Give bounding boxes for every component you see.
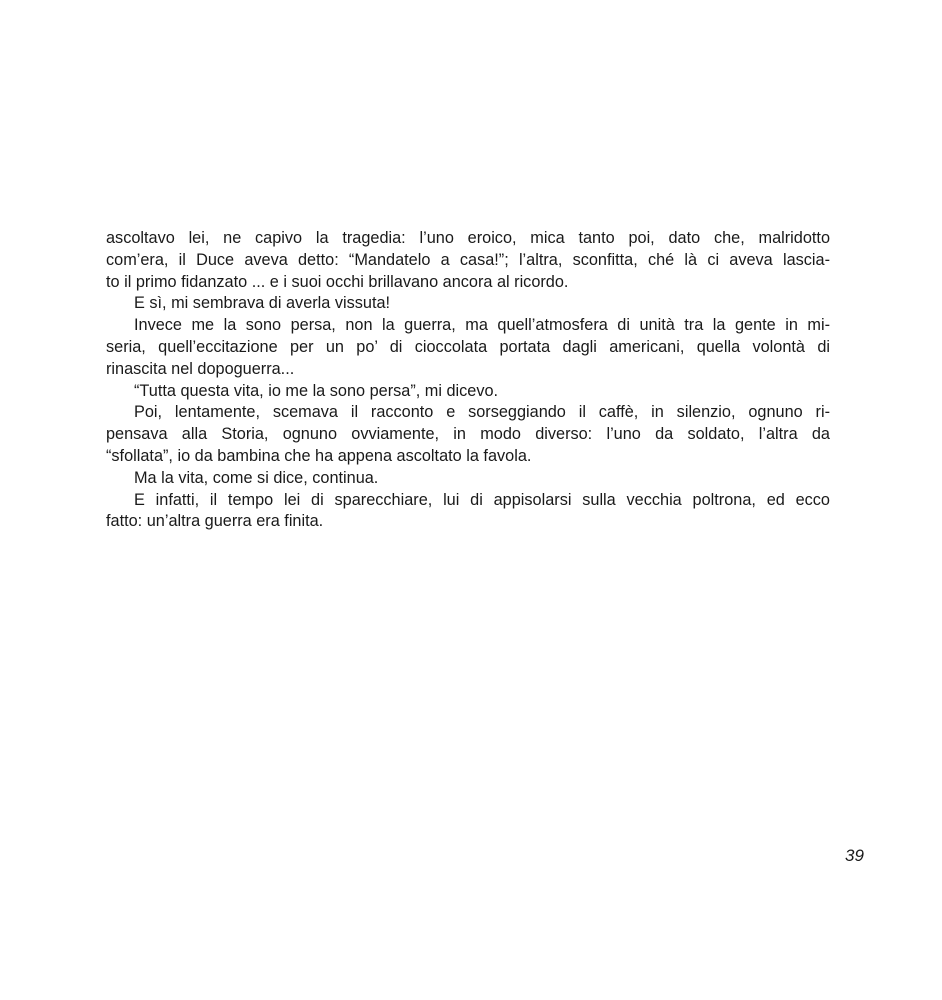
text-line: “Tutta questa vita, io me la sono persa”, mi dicevo. — [134, 381, 499, 400]
page-number: 39 — [845, 846, 864, 865]
text-line: “sfollata”, io da bambina che ha appena ascoltato la favola. — [106, 446, 532, 465]
body-text — [106, 228, 830, 533]
text-line: to il primo fidanzato ... e i suoi occhi brillavano ancora al ricordo. — [106, 272, 569, 291]
text-line: Invece me la sono persa, non la guerra, ma quell’atmosfera di unità tra la gente in mi- — [134, 316, 830, 335]
text-line: Ma la vita, come si dice, continua. — [134, 468, 379, 487]
text-line: com’era, il Duce aveva detto: “Mandatelo a casa!”; l’altra, sconfitta, ché là ci aveva lascia- — [106, 250, 830, 269]
text-line: rinascita nel dopoguerra... — [106, 359, 295, 378]
text-line: seria, quell’eccitazione per un po’ di cioccolata portata dagli americani, quella volontà di — [106, 337, 830, 356]
text-line: E sì, mi sembrava di averla vissuta! — [134, 294, 391, 313]
text-line: ascoltavo lei, ne capivo la tragedia: l’uno eroico, mica tanto poi, dato che, malridotto — [106, 229, 830, 247]
text-line: Poi, lentamente, scemava il racconto e sorseggiando il caffè, in silenzio, ognuno ri- — [134, 403, 830, 422]
text-line: E infatti, il tempo lei di sparecchiare, lui di appisolarsi sulla vecchia poltrona, ed ecco — [134, 490, 830, 509]
text-line: pensava alla Storia, ognuno ovviamente, in modo diverso: l’uno da soldato, l’altra da — [106, 425, 830, 444]
text-line: fatto: un’altra guerra era finita. — [106, 512, 324, 531]
